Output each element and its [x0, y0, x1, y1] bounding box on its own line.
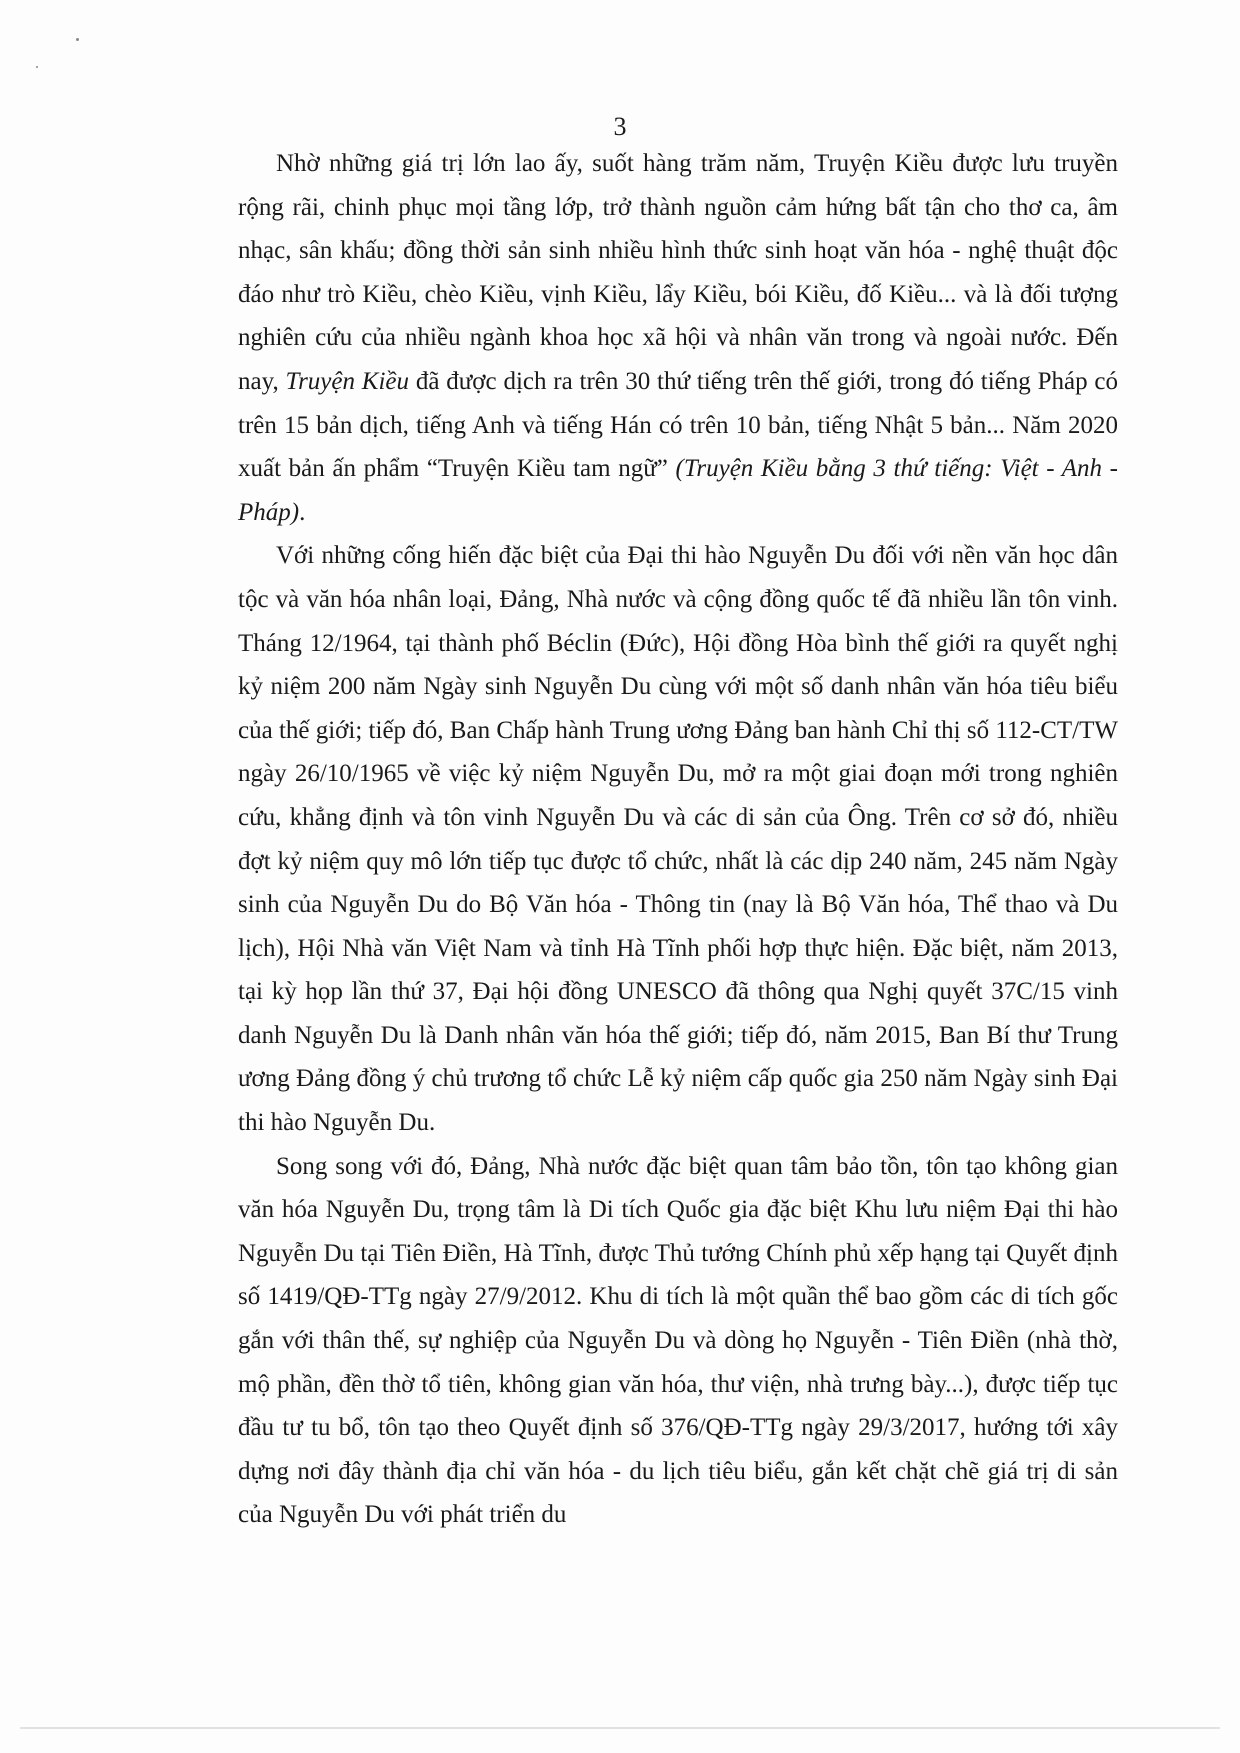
paragraph-1-text-c: đã được dịch ra trên 30 thứ tiếng trên thế giới, trong đó tiếng Pháp có trên 15 bản dịch, tiếng Anh và tiếng Hán có trên 10 bản, tiếng Nhật 5 bản... Năm 2020 xuất bản ấn phẩm “Truyện Kiều tam ngữ”: [238, 367, 1118, 483]
italic-note: (Truyện Kiều bằng 3 thứ tiếng: Việt - Anh - Pháp): [238, 455, 1118, 526]
paragraph-1-text-e: .: [299, 498, 306, 526]
page-number: 3: [613, 112, 627, 141]
paragraph-3: Song song với đó, Đảng, Nhà nước đặc biệt quan tâm bảo tồn, tôn tạo không gian văn hóa Nguyễn Du, trọng tâm là Di tích Quốc gia đặc biệt Khu lưu niệm Đại thi hào Nguyễn Du tại Tiên Điền, Hà Tĩnh, được Thủ tướng Chính phủ xếp hạng tại Quyết định số 1419/QĐ-TTg ngày 27/9/2012. Khu di tích là một quần thể bao gồm các di tích gốc gắn với thân thế, sự nghiệp của Nguyễn Du và dòng họ Nguyễn - Tiên Điền (nhà thờ, mộ phần, đền thờ tổ tiên, không gian văn hóa, thư viện, nhà trưng bày...), được tiếp tục đầu tư tu bổ, tôn tạo theo Quyết định số 376/QĐ-TTg ngày 29/3/2017, hướng tới xây dựng nơi đây thành địa chỉ văn hóa - du lịch tiêu biểu, gắn kết chặt chẽ giá trị di sản của Nguyễn Du với phát triển du: [238, 1152, 1118, 1529]
paragraph-1: [238, 142, 1118, 534]
scan-speck: [76, 38, 79, 41]
paragraph-2: Với những cống hiến đặc biệt của Đại thi hào Nguyễn Du đối với nền văn học dân tộc và văn hóa nhân loại, Đảng, Nhà nước và cộng đồng quốc tế đã nhiều lần tôn vinh. Tháng 12/1964, tại thành phố Béclin (Đức), Hội đồng Hòa bình thế giới ra quyết nghị kỷ niệm 200 năm Ngày sinh Nguyễn Du cùng với một số danh nhân văn hóa tiêu biểu của thế giới; tiếp đó, Ban Chấp hành Trung ương Đảng ban hành Chỉ thị số 112-CT/TW ngày 26/10/1965 về việc kỷ niệm Nguyễn Du, mở ra một giai đoạn mới trong nghiên cứu, khẳng định và tôn vinh Nguyễn Du và các di sản của Ông. Trên cơ sở đó, nhiều đợt kỷ niệm quy mô lớn tiếp tục được tổ chức, nhất là các dịp 240 năm, 245 năm Ngày sinh của Nguyễn Du do Bộ Văn hóa - Thông tin (nay là Bộ Văn hóa, Thể thao và Du lịch), Hội Nhà văn Việt Nam và tỉnh Hà Tĩnh phối hợp thực hiện. Đặc biệt, năm 2013, tại kỳ họp lần thứ 37, Đại hội đồng UNESCO đã thông qua Nghị quyết 37C/15 vinh danh Nguyễn Du là Danh nhân văn hóa thế giới; tiếp đó, năm 2015, Ban Bí thư Trung ương Đảng đồng ý chủ trương tổ chức Lễ kỷ niệm cấp quốc gia 250 năm Ngày sinh Đại thi hào Nguyễn Du.: [238, 542, 1118, 1137]
scan-speck: [36, 66, 38, 68]
body-text: [238, 142, 1118, 1537]
italic-title: Truyện Kiều: [285, 367, 410, 395]
paragraph-1-text-a: Nhờ những giá trị lớn lao ấy, suốt hàng trăm năm, Truyện Kiều được lưu truyền rộng rãi, chinh phục mọi tầng lớp, trở thành nguồn cảm hứng bất tận cho thơ ca, âm nhạc, sân khấu; đồng thời sản sinh nhiều hình thức sinh hoạt văn hóa - nghệ thuật độc đáo như trò Kiều, chèo Kiều, vịnh Kiều, lẩy Kiều, bói Kiều, đố Kiều... và là đối tượng nghiên cứu của nhiều ngành khoa học xã hội và nhân văn trong và ngoài nước. Đến nay,: [238, 150, 1118, 395]
scan-bottom-edge: [20, 1727, 1220, 1729]
